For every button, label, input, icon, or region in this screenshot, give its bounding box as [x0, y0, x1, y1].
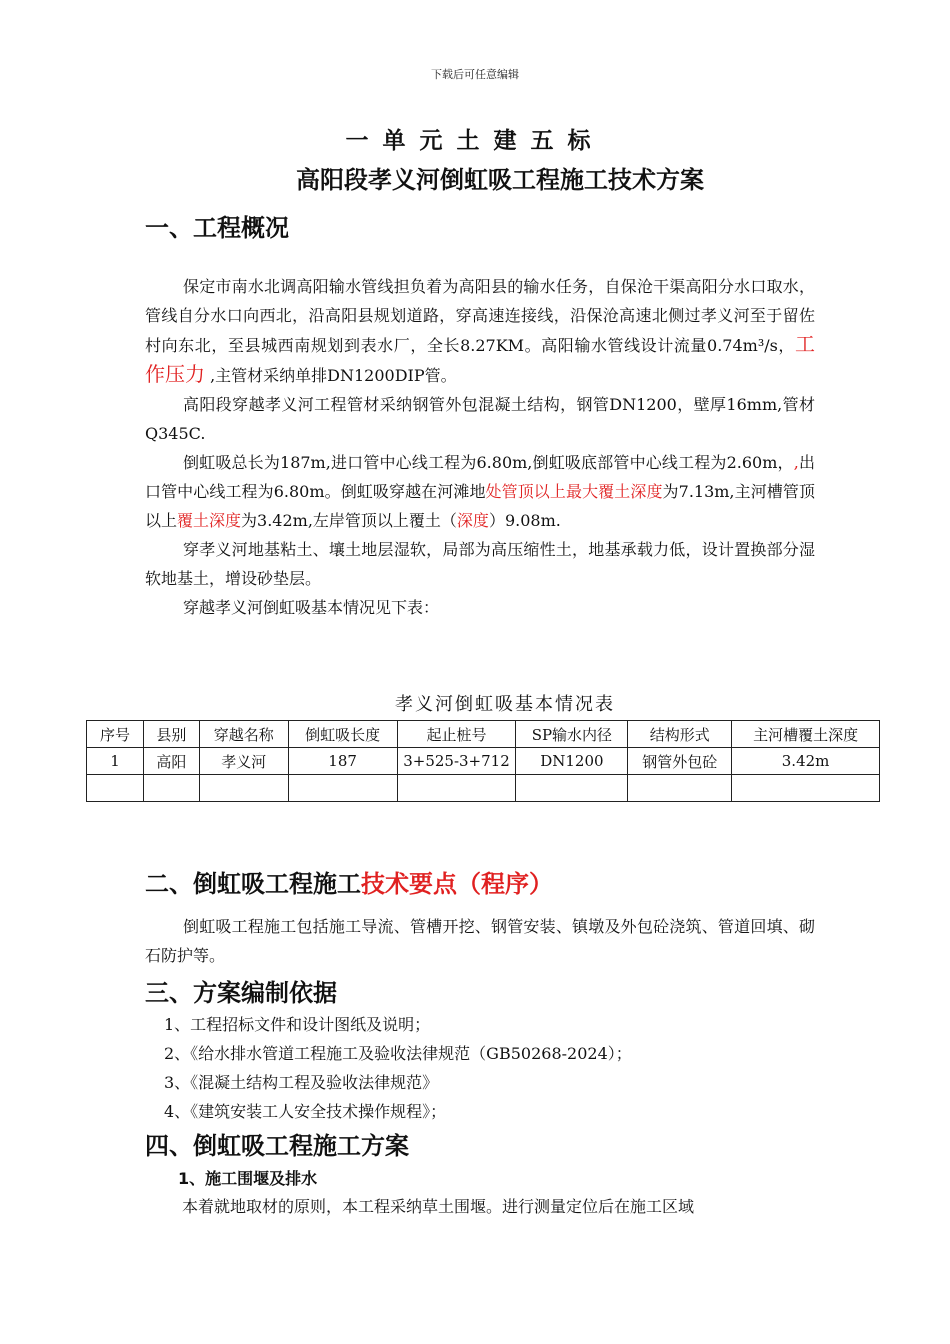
- table-header-cell: 序号: [87, 721, 144, 748]
- section2-heading-text: 二、倒虹吸工程施工: [145, 870, 361, 898]
- p3-highlight-max-cover: 处管顶以上最大覆土深度: [485, 482, 663, 501]
- section4-paragraph1: 本着就地取材的原则，本工程采纳草土围堰。进行测量定位后在施工区域: [182, 1197, 695, 1216]
- section2-paragraph1: 倒虹吸工程施工包括施工导流、管槽开挖、钢管安装、镇墩及外包砼浇筑、管道回填、砌石防护等。: [145, 917, 815, 965]
- p1-text-b: ,主管材采纳单排DN1200DIP管。: [205, 366, 457, 385]
- p3-text-e: ）9.08m.: [488, 511, 561, 530]
- table-cell: 钢管外包砼: [628, 748, 732, 775]
- p1-highlight-working-pressure: 工作压力: [145, 332, 815, 386]
- header-note: 下载后可任意编辑: [431, 68, 519, 81]
- basis-list: [164, 1010, 632, 1126]
- section2-body: [145, 912, 815, 970]
- section4-subheading: 1、施工围堰及排水: [178, 1169, 318, 1188]
- table-header-cell: 主河槽覆土深度: [732, 721, 880, 748]
- section4-body: [182, 1192, 822, 1221]
- section1-paragraph2: 高阳段穿越孝义河工程管材采纳钢管外包混凝土结构，钢管DN1200，壁厚16mm,管材Q345C.: [145, 395, 815, 443]
- table-cell: [397, 775, 516, 802]
- table-header-row: [87, 721, 880, 748]
- table-header-cell: SP输水内径: [516, 721, 628, 748]
- table-row: [87, 775, 880, 802]
- table-header-cell: 穿越名称: [199, 721, 288, 748]
- section1-body: [145, 272, 815, 622]
- p3-text-c: 为7.13m,主河槽管顶以上: [145, 482, 815, 530]
- list-item: 1、工程招标文件和设计图纸及说明；: [164, 1015, 431, 1034]
- p3-text-b: 出口管中心线工程为6.80m。倒虹吸穿越在河滩地: [145, 453, 815, 501]
- section1-paragraph4: 穿孝义河地基粘土、壤土地层湿软，局部为高压缩性土，地基承载力低，设计置换部分湿软地基土，增设砂垫层。: [145, 540, 815, 588]
- table-cell: [199, 775, 288, 802]
- section2-heading-highlight: 技术要点（程序）: [361, 870, 553, 898]
- section1-heading: 一、工程概况: [145, 214, 289, 242]
- table-header-cell: 县别: [143, 721, 199, 748]
- p3-highlight-comma: ,: [793, 453, 799, 472]
- table-row: [87, 748, 880, 775]
- table-cell: 187: [288, 748, 397, 775]
- table-cell: DN1200: [516, 748, 628, 775]
- p3-highlight-cover-depth: 覆土深度: [177, 511, 242, 530]
- p3-text-a: 倒虹吸总长为187m,进口管中心线工程为6.80m,倒虹吸底部管中心线工程为2.60m，: [183, 453, 794, 472]
- table-cell: 孝义河: [199, 748, 288, 775]
- section1-paragraph3: [145, 448, 815, 535]
- p3-text-d: 为3.42m,左岸管顶以上覆土（: [241, 511, 457, 530]
- table-header-cell: 起止桩号: [397, 721, 516, 748]
- p3-highlight-depth: 深度: [456, 511, 489, 530]
- section3-heading: 三、方案编制依据: [145, 979, 337, 1007]
- list-item: 2、《给水排水管道工程施工及验收法律规范（GB50268-2024）；: [164, 1044, 632, 1063]
- table-cell: 3+525-3+712: [397, 748, 516, 775]
- table-header-cell: 结构形式: [628, 721, 732, 748]
- basic-info-table: [86, 720, 880, 802]
- table-caption: 孝义河倒虹吸基本情况表: [395, 694, 615, 715]
- table-cell: 1: [87, 748, 144, 775]
- section2-heading: [145, 864, 553, 899]
- section1-paragraph1: [145, 272, 815, 390]
- section4-heading: 四、倒虹吸工程施工方案: [145, 1132, 409, 1160]
- table-cell: [732, 775, 880, 802]
- table-header-cell: 倒虹吸长度: [288, 721, 397, 748]
- list-item: 3、《混凝土结构工程及验收法律规范》: [164, 1073, 439, 1092]
- table-cell: 3.42m: [732, 748, 880, 775]
- document-title-line2: 高阳段孝义河倒虹吸工程施工技术方案: [296, 166, 704, 194]
- p1-text-a: 保定市南水北调高阳输水管线担负着为高阳县的输水任务，自保沧干渠高阳分水口取水，管线自分水口向西北，沿高阳县规划道路，穿高速连接线，沿保沧高速北侧过孝义河至于留佐村向东北，至县城西南规划到表水厂，全长8.27KM。高阳输水管线设计流量0.74m³/s，: [145, 277, 815, 355]
- table-cell: [516, 775, 628, 802]
- table-cell: [288, 775, 397, 802]
- table-cell: [143, 775, 199, 802]
- table-cell: [87, 775, 144, 802]
- section1-paragraph5: 穿越孝义河倒虹吸基本情况见下表：: [183, 598, 440, 617]
- list-item: 4、《建筑安装工人安全技术操作规程》；: [164, 1102, 447, 1121]
- document-title-line1: 一单元土建五标: [345, 128, 605, 154]
- table-cell: [628, 775, 732, 802]
- table-cell: 高阳: [143, 748, 199, 775]
